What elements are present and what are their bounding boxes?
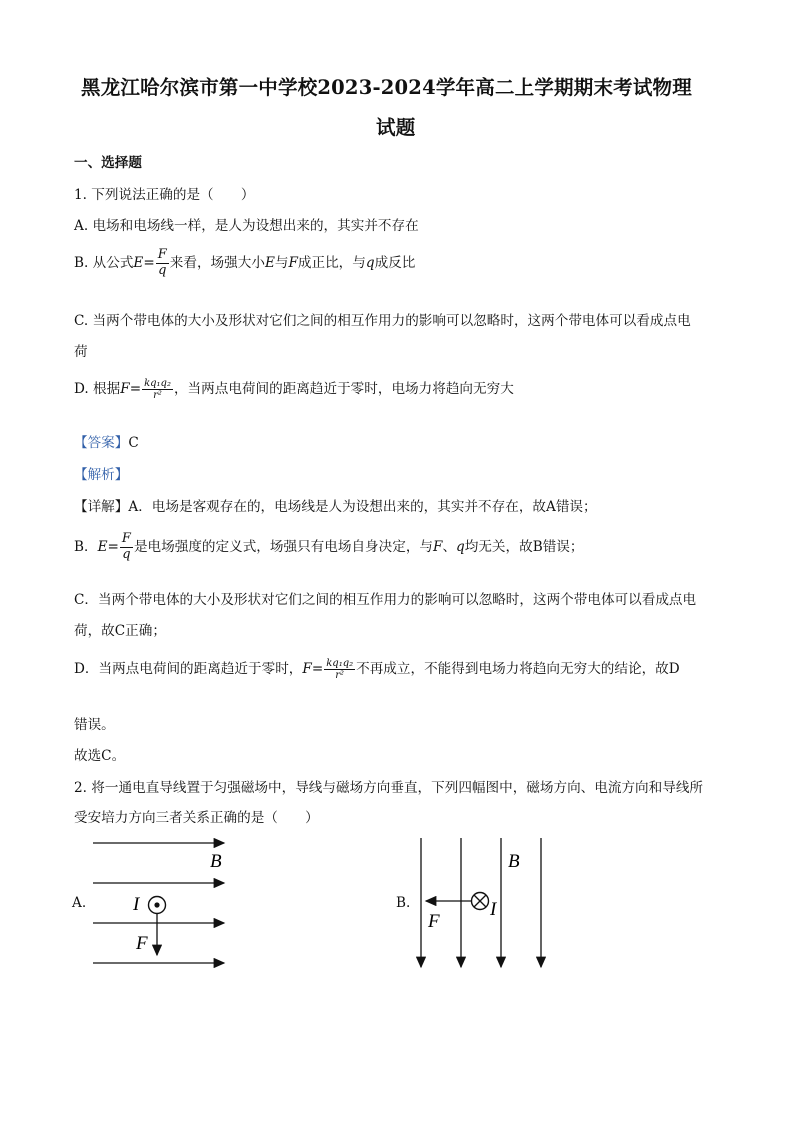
detail-c-line1: C．当两个带电体的大小及形状对它们之间的相互作用力的影响可以忽略时，这两个带电体可以看成点电 xyxy=(74,592,697,608)
q1-option-c-line2: 荷 xyxy=(74,344,88,360)
q1-b-end: 成正比，与 xyxy=(297,254,366,271)
frac-den-coulomb-detail: r² xyxy=(335,670,345,681)
detail-a-text: A．电场是客观存在的，电场线是人为设想出来的，其实并不存在，故A错误； xyxy=(128,499,597,515)
detail-c-line2: 荷，故C正确； xyxy=(74,623,166,639)
fraction-F-over-q-detail xyxy=(120,532,133,563)
label-B: B xyxy=(210,851,222,872)
q1-b-pre: B. 从公式 xyxy=(74,254,134,271)
detail-b-pre: B． xyxy=(74,538,98,555)
q1-b-last: 成反比 xyxy=(374,254,416,271)
detail-a xyxy=(74,495,597,515)
answer-value: C xyxy=(128,435,139,451)
detail-b-mid: 、 xyxy=(442,538,457,555)
label-F: F xyxy=(428,911,440,932)
detail-d-post: 不再成立，不能得到电场力将趋向无穷大的结论，故D xyxy=(356,661,680,677)
detail-d xyxy=(74,657,680,682)
frac-den-coulomb: r² xyxy=(153,390,162,401)
frac-den: q xyxy=(158,262,167,278)
label-B: B xyxy=(508,851,520,872)
fraction-coulomb-detail xyxy=(324,658,355,682)
current-dot xyxy=(154,902,159,907)
fraction-F-over-q xyxy=(156,248,169,279)
section-heading: 一、选择题 xyxy=(74,155,142,171)
q1-b-mid: 与 xyxy=(274,254,289,271)
symbol-F-d: F xyxy=(120,381,130,397)
q1-d-post: ，当两点电荷间的距离趋近于零时，电场力将趋向无穷大 xyxy=(173,381,514,397)
frac-num: F xyxy=(157,247,167,262)
symbol-F-detail-d: F xyxy=(302,661,312,677)
conclusion: 故选C。 xyxy=(74,748,126,764)
symbol-E2: E xyxy=(264,254,275,271)
detail-b-post: 是电场强度的定义式，场强只有电场自身决定，与 xyxy=(133,538,434,555)
frac-num-detail: F xyxy=(121,531,131,546)
q1-option-b xyxy=(74,248,415,279)
detail-b xyxy=(74,532,584,563)
label-I: I xyxy=(490,899,497,920)
symbol-q-detail: q xyxy=(456,538,465,555)
analysis-tag: 【解析】 xyxy=(74,467,129,483)
symbol-eq-detail-d: = xyxy=(311,661,324,677)
q1-b-post: 来看，场强大小 xyxy=(169,254,265,271)
detail-d-pre: D．当两点电荷间的距离趋近于零时， xyxy=(74,661,303,677)
figure-a-label: A. xyxy=(72,895,87,911)
detail-b-end: 均无关，故B错误； xyxy=(464,538,584,555)
detail-d-line2: 错误。 xyxy=(74,717,115,733)
page-title-line2: 试题 xyxy=(376,116,416,139)
q1-d-pre: D. 根据 xyxy=(74,381,121,397)
page-title: 黑龙江哈尔滨市第一中学校2023-2024学年高二上学期期末考试物理 xyxy=(81,76,692,99)
fraction-coulomb xyxy=(142,378,173,402)
label-I: I xyxy=(133,894,140,915)
detail-tag: 【详解】 xyxy=(74,499,129,515)
frac-num-coulomb: kq₁q₂ xyxy=(144,377,171,389)
q1-option-a: A. 电场和电场线一样，是人为设想出来的，其实并不存在 xyxy=(74,218,419,234)
q1-option-c-line1: C. 当两个带电体的大小及形状对它们之间的相互作用力的影响可以忽略时，这两个带电体可以看成点电 xyxy=(74,313,691,329)
q2-stem-line2: 受安培力方向三者关系正确的是（ ） xyxy=(74,810,319,826)
symbol-eq-d: = xyxy=(129,381,142,397)
q1-stem: 1. 下列说法正确的是（ ） xyxy=(74,187,255,203)
q1-option-d xyxy=(74,377,514,402)
frac-num-coulomb-detail: kq₁q₂ xyxy=(326,657,354,669)
symbol-F: F xyxy=(288,254,298,271)
answer-tag: 【答案】 xyxy=(74,435,129,451)
symbol-q: q xyxy=(365,254,375,271)
label-F: F xyxy=(136,933,148,954)
symbol-eq-detail: = xyxy=(107,538,119,555)
figure-a xyxy=(88,835,238,975)
figure-b-label: B. xyxy=(396,895,411,911)
symbol-F-detail: F xyxy=(433,538,443,555)
symbol-E: E xyxy=(133,254,144,271)
figure-b xyxy=(408,835,558,975)
frac-den-detail: q xyxy=(122,546,131,562)
symbol-E-detail: E xyxy=(97,538,108,555)
symbol-eq: = xyxy=(143,254,155,271)
q2-stem-line1: 2. 将一通电直导线置于匀强磁场中，导线与磁场方向垂直，下列四幅图中，磁场方向、电流方向和导线所 xyxy=(74,780,704,796)
answer-line xyxy=(74,431,139,451)
